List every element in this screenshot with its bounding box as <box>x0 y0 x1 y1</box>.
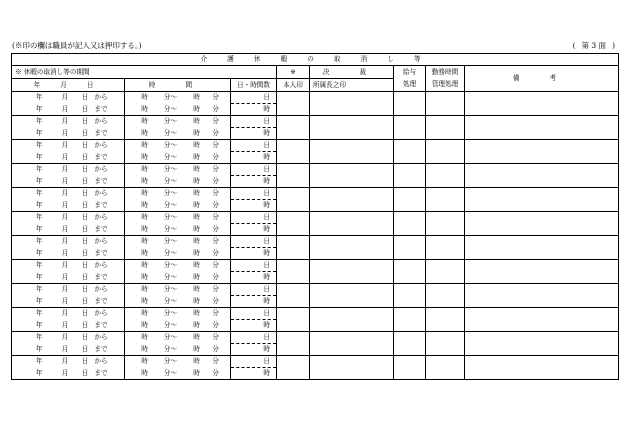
date-cell[interactable]: 年 月 日 から 年 月 日 まで <box>12 332 125 356</box>
day-hours-cell[interactable]: 日 時 <box>231 260 277 284</box>
chief-seal-cell[interactable] <box>310 308 394 332</box>
approval-header: 決 裁 <box>310 66 394 79</box>
salary-cell[interactable] <box>394 236 426 260</box>
date-cell[interactable]: 年 月 日 から 年 月 日 まで <box>12 164 125 188</box>
date-cell[interactable]: 年 月 日 から 年 月 日 まで <box>12 236 125 260</box>
salary-cell[interactable] <box>394 92 426 116</box>
salary-cell[interactable] <box>394 332 426 356</box>
time-cell[interactable]: 時 分〜 時 分 時 分〜 時 分 <box>125 284 231 308</box>
chief-seal-cell[interactable] <box>310 284 394 308</box>
time-cell[interactable]: 時 分〜 時 分 時 分〜 時 分 <box>125 260 231 284</box>
chief-seal-cell[interactable] <box>310 116 394 140</box>
table-row <box>12 164 619 188</box>
chief-seal-cell[interactable] <box>310 188 394 212</box>
time-cell[interactable]: 時 分〜 時 分 時 分〜 時 分 <box>125 212 231 236</box>
attendance-cell[interactable] <box>426 212 465 236</box>
self-seal-cell[interactable] <box>277 164 310 188</box>
table-row <box>12 212 619 236</box>
attendance-cell[interactable] <box>426 284 465 308</box>
time-cell[interactable]: 時 分〜 時 分 時 分〜 時 分 <box>125 116 231 140</box>
date-cell[interactable]: 年 月 日 から 年 月 日 まで <box>12 188 125 212</box>
self-seal-cell[interactable] <box>277 332 310 356</box>
day-hours-cell[interactable]: 日 時 <box>231 188 277 212</box>
remarks-cell[interactable] <box>465 164 619 188</box>
salary-cell[interactable] <box>394 308 426 332</box>
table-row <box>12 356 619 380</box>
remarks-cell[interactable] <box>465 116 619 140</box>
table-row <box>12 116 619 140</box>
chief-seal-cell[interactable] <box>310 92 394 116</box>
form-note: (※印の欄は職員が記入又は押印する。) <box>12 41 142 50</box>
attendance-cell[interactable] <box>426 116 465 140</box>
chief-seal-cell[interactable] <box>310 140 394 164</box>
day-hours-cell[interactable]: 日 時 <box>231 332 277 356</box>
chief-seal-cell[interactable] <box>310 212 394 236</box>
table-row <box>12 92 619 116</box>
salary-cell[interactable] <box>394 260 426 284</box>
day-hours-cell[interactable]: 日 時 <box>231 140 277 164</box>
time-cell[interactable]: 時 分〜 時 分 時 分〜 時 分 <box>125 332 231 356</box>
day-hours-cell[interactable]: 日 時 <box>231 356 277 380</box>
self-seal-cell[interactable] <box>277 308 310 332</box>
attendance-cell[interactable] <box>426 164 465 188</box>
chief-seal-header: 所属長之印 <box>310 79 394 92</box>
date-cell[interactable]: 年 月 日 から 年 月 日 まで <box>12 140 125 164</box>
attendance-cell[interactable] <box>426 260 465 284</box>
page-number: ( 第 3 面 ) <box>572 41 615 50</box>
form-title: 介 護 休 暇 の 取 消 し 等 <box>12 54 619 66</box>
attendance-cell[interactable] <box>426 92 465 116</box>
table-row <box>12 188 619 212</box>
day-hours-cell[interactable]: 日 時 <box>231 92 277 116</box>
remarks-cell[interactable] <box>465 188 619 212</box>
time-header: 時 間 <box>125 79 231 92</box>
time-cell[interactable]: 時 分〜 時 分 時 分〜 時 分 <box>125 308 231 332</box>
self-seal-cell[interactable] <box>277 260 310 284</box>
date-cell[interactable]: 年 月 日 から 年 月 日 まで <box>12 92 125 116</box>
remarks-cell[interactable] <box>465 92 619 116</box>
self-seal-cell[interactable] <box>277 284 310 308</box>
attendance-cell[interactable] <box>426 188 465 212</box>
day-hours-cell[interactable]: 日 時 <box>231 164 277 188</box>
remarks-cell[interactable] <box>465 284 619 308</box>
time-cell[interactable]: 時 分〜 時 分 時 分〜 時 分 <box>125 92 231 116</box>
remarks-cell[interactable] <box>465 140 619 164</box>
table-row <box>12 140 619 164</box>
attendance-cell[interactable] <box>426 140 465 164</box>
salary-processing-header: 給与 処理 <box>394 66 426 92</box>
date-cell[interactable]: 年 月 日 から 年 月 日 まで <box>12 116 125 140</box>
table-row <box>12 236 619 260</box>
chief-seal-cell[interactable] <box>310 332 394 356</box>
attendance-cell[interactable] <box>426 356 465 380</box>
day-hours-cell[interactable]: 日 時 <box>231 212 277 236</box>
chief-seal-cell[interactable] <box>310 164 394 188</box>
date-cell[interactable]: 年 月 日 から 年 月 日 まで <box>12 356 125 380</box>
self-seal-cell[interactable] <box>277 212 310 236</box>
day-hours-header: 日・時間数 <box>231 79 277 92</box>
salary-cell[interactable] <box>394 356 426 380</box>
ymd-header: 年 月 日 <box>12 79 125 92</box>
time-cell[interactable]: 時 分〜 時 分 時 分〜 時 分 <box>125 188 231 212</box>
table-row <box>12 284 619 308</box>
time-cell[interactable]: 時 分〜 時 分 時 分〜 時 分 <box>125 140 231 164</box>
remarks-cell[interactable] <box>465 332 619 356</box>
remarks-header: 備 考 <box>465 66 619 92</box>
date-cell[interactable]: 年 月 日 から 年 月 日 まで <box>12 284 125 308</box>
self-seal-cell[interactable] <box>277 188 310 212</box>
day-hours-cell[interactable]: 日 時 <box>231 284 277 308</box>
salary-cell[interactable] <box>394 116 426 140</box>
chief-seal-cell[interactable] <box>310 260 394 284</box>
salary-cell[interactable] <box>394 164 426 188</box>
table-row <box>12 260 619 284</box>
salary-cell[interactable] <box>394 140 426 164</box>
table-row <box>12 308 619 332</box>
time-cell[interactable]: 時 分〜 時 分 時 分〜 時 分 <box>125 356 231 380</box>
self-seal-cell[interactable] <box>277 140 310 164</box>
cancel-period-header: ※ 休暇の取消し等の期間 <box>12 66 277 79</box>
attendance-processing-header: 勤務時間 管理処理 <box>426 66 465 92</box>
time-cell[interactable]: 時 分〜 時 分 時 分〜 時 分 <box>125 236 231 260</box>
salary-cell[interactable] <box>394 188 426 212</box>
time-cell[interactable]: 時 分〜 時 分 時 分〜 時 分 <box>125 164 231 188</box>
attendance-cell[interactable] <box>426 332 465 356</box>
mark-header: ※ <box>277 66 310 79</box>
remarks-cell[interactable] <box>465 212 619 236</box>
attendance-cell[interactable] <box>426 236 465 260</box>
date-cell[interactable]: 年 月 日 から 年 月 日 まで <box>12 308 125 332</box>
remarks-cell[interactable] <box>465 260 619 284</box>
self-seal-header: 本人印 <box>277 79 310 92</box>
date-cell[interactable]: 年 月 日 から 年 月 日 まで <box>12 212 125 236</box>
care-leave-cancellation-table <box>11 53 619 380</box>
attendance-cell[interactable] <box>426 308 465 332</box>
self-seal-cell[interactable] <box>277 356 310 380</box>
day-hours-cell[interactable]: 日 時 <box>231 236 277 260</box>
salary-cell[interactable] <box>394 212 426 236</box>
self-seal-cell[interactable] <box>277 236 310 260</box>
day-hours-cell[interactable]: 日 時 <box>231 308 277 332</box>
chief-seal-cell[interactable] <box>310 236 394 260</box>
remarks-cell[interactable] <box>465 356 619 380</box>
entry-rows <box>12 92 619 380</box>
table-row <box>12 332 619 356</box>
date-cell[interactable]: 年 月 日 から 年 月 日 まで <box>12 260 125 284</box>
chief-seal-cell[interactable] <box>310 356 394 380</box>
day-hours-cell[interactable]: 日 時 <box>231 116 277 140</box>
self-seal-cell[interactable] <box>277 92 310 116</box>
salary-cell[interactable] <box>394 284 426 308</box>
remarks-cell[interactable] <box>465 308 619 332</box>
self-seal-cell[interactable] <box>277 116 310 140</box>
remarks-cell[interactable] <box>465 236 619 260</box>
